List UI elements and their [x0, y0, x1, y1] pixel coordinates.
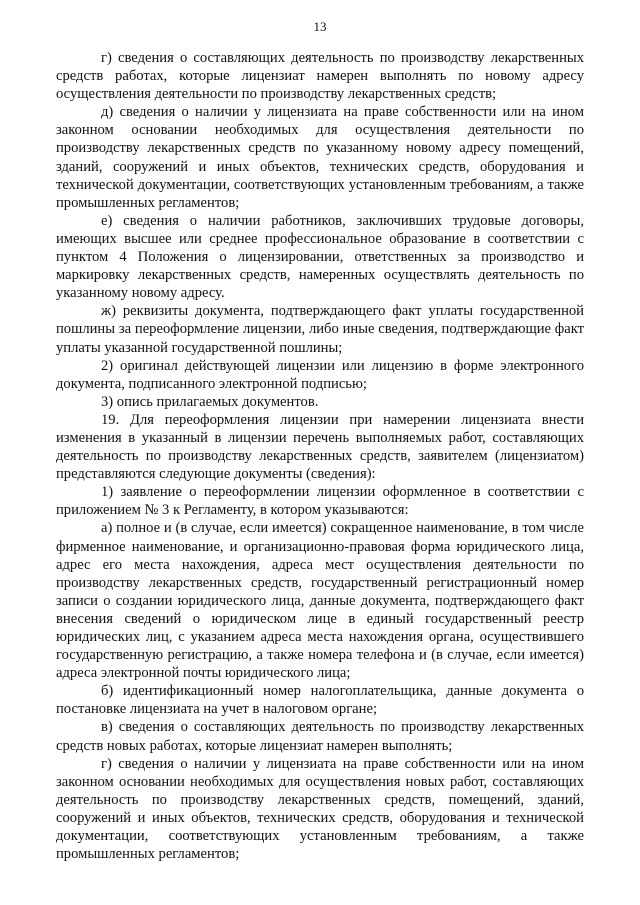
- paragraph-e-employees: е) сведения о наличии работников, заключивших трудовые договоры, имеющих высшее или среднее профессиональное образование в соответствии с пунктом 4 Положения о лицензировании, ответственных за производство и маркировку лекарственных средств, намеренных осуществлять деятельность по указанному новому адресу.: [56, 212, 584, 302]
- page-number: 13: [313, 19, 327, 34]
- paragraph-g-existing-works: г) сведения о составляющих деятельность по производству лекарственных средств работах, которые лицензиат намерен выполнять по новому адресу осуществления деятельности по производству лекарственных средств;: [56, 50, 584, 103]
- paragraph-section-19: 19. Для переоформления лицензии при намерении лицензиата внести изменения в указанный в лицензии перечень выполняемых работ, составляющих деятельность по производству лекарственных средств, заявителем (лицензиатом) представляются следующие документы (сведения):: [56, 411, 584, 483]
- paragraph-b-tax-id: б) идентификационный номер налогоплательщика, данные документа о постановке лицензиата на учет в налоговом органе;: [56, 683, 584, 718]
- document-body: [56, 49, 584, 863]
- paragraph-application: 1) заявление о переоформлении лицензии оформленное в соответствии с приложением № 3 к Регламенту, в котором указываются:: [56, 484, 584, 519]
- paragraph-zh-fee-payment: ж) реквизиты документа, подтверждающего факт уплаты государственной пошлины за переоформление лицензии, либо иные сведения, подтверждающие факт уплаты указанной государственной пошлины;: [56, 303, 584, 356]
- paragraph-a-legal-entity: а) полное и (в случае, если имеется) сокращенное наименование, в том числе фирменное наименование, и организационно-правовая форма юридического лица, адрес его места нахождения, адреса мест осуществления деятельности по производству лекарственных средств, государственный регистрационный номер записи о создании юридического лица, данные документа, подтверждающего факт внесения сведений о юридическом лице в единый государственный реестр юридических лиц, с указанием адреса места нахождения органа, осуществившего государственную регистрацию, а также номера телефона и (в случае, если имеется) адреса электронной почты юридического лица;: [56, 520, 584, 682]
- paragraph-inventory: 3) опись прилагаемых документов.: [101, 393, 319, 410]
- paragraph-original-license: 2) оригинал действующей лицензии или лицензию в форме электронного документа, подписанного электронной подписью;: [56, 357, 584, 392]
- paragraph-g-premises-new-works: г) сведения о наличии у лицензиата на праве собственности или на ином законном основании необходимых для осуществления новых работ, составляющих деятельность по производству лекарственных средств, помещений, зданий, сооружений и иных объектов, технических средств, оборудования и технической документации, соответствующих установленным требованиям, а также промышленных регламентов;: [56, 755, 584, 863]
- paragraph-d-premises: д) сведения о наличии у лицензиата на праве собственности или на ином законном основании необходимых для осуществления деятельности по производству лекарственных средств по указанному новому адресу помещений, зданий, сооружений и иных объектов, технических средств, оборудования и технической документации, соответствующих установленным требованиям, а также промышленных регламентов;: [56, 104, 584, 211]
- paragraph-v-new-works: в) сведения о составляющих деятельность по производству лекарственных средств новых работах, которые лицензиат намерен выполнять;: [56, 719, 584, 754]
